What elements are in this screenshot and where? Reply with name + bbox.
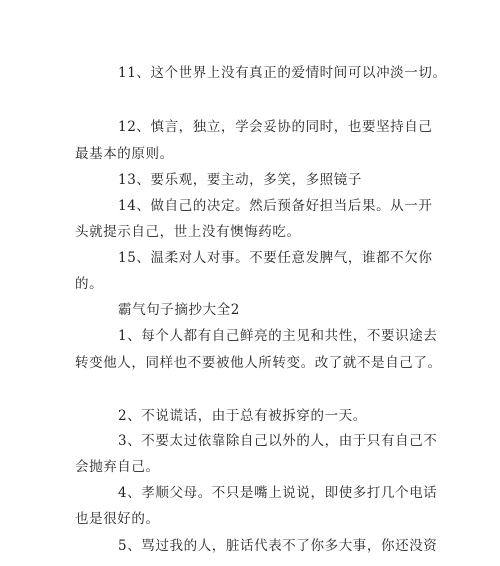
paragraph-11-line-1: 11、这个世界上没有真正的爱情时间可以冲淡一切。 — [118, 65, 447, 81]
paragraph-14-line-2: 头就提示自己，世上没有懊悔药吃。 — [75, 224, 301, 240]
item-3-line-1: 3、不要太过依靠除自己以外的人，由于只有自己不 — [118, 433, 438, 449]
item-2-line-1: 2、不说谎话，由于总有被拆穿的一天。 — [118, 408, 367, 424]
paragraph-13-line-1: 13、要乐观，要主动，多笑，多照镜子 — [118, 172, 362, 188]
item-1-line-1: 1、每个人都有自己鲜亮的主见和共性，不要识途去 — [118, 328, 438, 344]
item-5-line-1: 5、骂过我的人，脏话代表不了你多大事，你还没资 — [118, 538, 438, 554]
item-3-line-2: 会抛弃自己。 — [75, 459, 160, 475]
paragraph-15-line-1: 15、温柔对人对事。不要任意发脾气，谁都不欠你 — [118, 250, 433, 266]
item-1-line-2: 转变他人，同样也不要被他人所转变。改了就不是自己了。 — [75, 355, 442, 371]
page-bottom-fade — [0, 556, 500, 566]
section-heading: 霸气句子摘抄大全2 — [118, 302, 240, 318]
paragraph-15-line-2: 的。 — [75, 276, 104, 292]
item-4-line-2: 也是很好的。 — [75, 511, 160, 527]
paragraph-12-line-1: 12、慎言，独立，学会妥协的同时，也要坚持自己 — [118, 119, 433, 135]
paragraph-12-line-2: 最基本的原则。 — [75, 146, 174, 162]
item-4-line-1: 4、孝顺父母。不只是嘴上说说，即使多打几个电话 — [118, 485, 438, 501]
paragraph-14-line-1: 14、做自己的决定。然后预备好担当后果。从一开 — [118, 198, 433, 214]
